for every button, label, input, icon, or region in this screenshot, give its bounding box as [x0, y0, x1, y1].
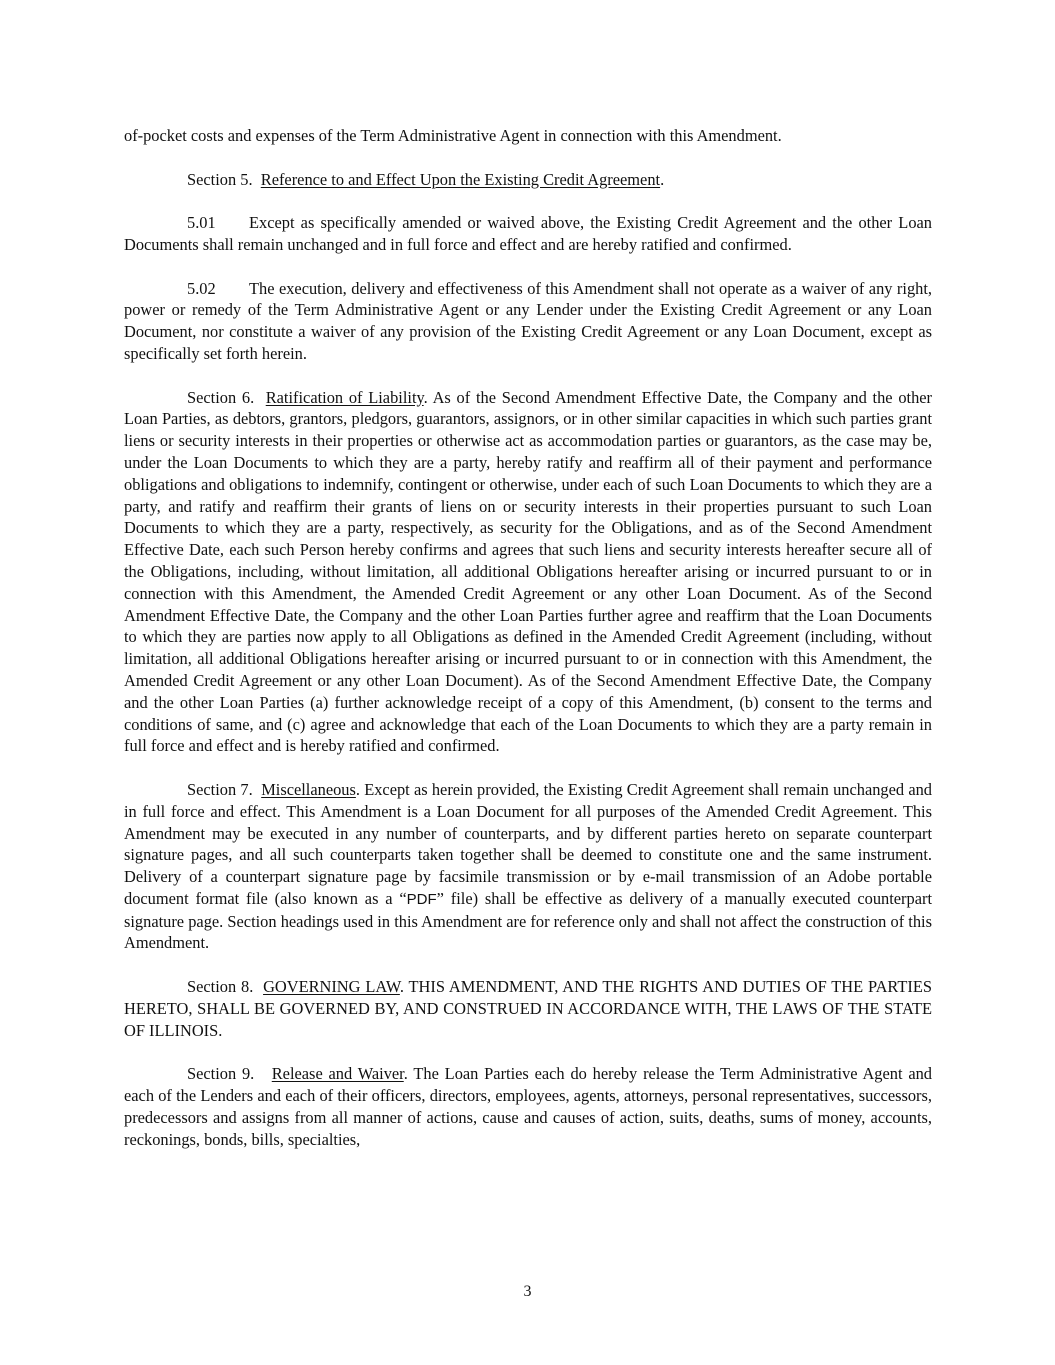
- section-label: Section 9.: [187, 1064, 255, 1084]
- document-page: [124, 125, 932, 1150]
- section-title: GOVERNING LAW: [263, 977, 400, 997]
- section-text: . THIS AMENDMENT, AND THE RIGHTS AND DUTIES OF THE PARTIES HERETO, SHALL BE GOVERNED BY, AND CONSTRUED IN ACCORDANCE WITH, THE LAWS OF THE STATE OF ILLINOIS.: [124, 977, 932, 1040]
- section-title: Miscellaneous: [261, 779, 356, 799]
- section-text: . Except as herein provided, the Existing Credit Agreement shall remain unchanged and in full force and effect. This Amendment is a Loan Document for all purposes of the Amended Credit Agreement. This Amendment may be executed in any number of counterparts, and by different parties hereto on separate counterpart signature pages, and all such counterparts taken together shall be deemed to constitute one and the same instrument. Delivery of a counterpart signature page by facsimile transmission or by e-mail transmission of an Adobe portable document format file (also known as a “: [124, 779, 932, 908]
- section-6-paragraph: [124, 387, 932, 758]
- section-9-paragraph: [124, 1063, 932, 1150]
- clause-number: 5.02: [187, 278, 216, 298]
- section-title: Reference to and Effect Upon the Existing Credit Agreement: [260, 169, 661, 189]
- page-number: 3: [523, 1283, 532, 1300]
- section-label: Section 7.: [187, 779, 253, 799]
- section-8-paragraph: [124, 976, 932, 1041]
- pdf-term: PDF: [406, 890, 437, 908]
- section-label: Section 8.: [187, 977, 254, 997]
- section-label: Section 6.: [187, 387, 255, 407]
- clause-text: Except as specifically amended or waived above, the Existing Credit Agreement and the other Loan Documents shall remain unchanged and in full force and effect and are hereby ratified and confirmed.: [124, 213, 932, 254]
- section-title: Ratification of Liability: [265, 387, 424, 407]
- paragraph-5-02: [124, 278, 932, 365]
- continuation-paragraph: of-pocket costs and expenses of the Term Administrative Agent in connection with this Amendment.: [124, 126, 782, 145]
- section-label: Section 5.: [187, 169, 253, 189]
- section-text-cont: ” file) shall be effective as delivery of a manually executed counterpart signature page. Section headings used in this Amendment are for reference only and shall not affect the construction of this Amendment.: [124, 888, 932, 953]
- section-5-heading: Section 5. Reference to and Effect Upon the Existing Credit Agreement.: [187, 169, 665, 189]
- section-7-paragraph: [124, 779, 932, 954]
- clause-number: 5.01: [187, 213, 216, 233]
- paragraph-5-01: [124, 212, 932, 256]
- section-text: . As of the Second Amendment Effective Date, the Company and the other Loan Parties, as debtors, grantors, pledgors, guarantors, assignors, or in other similar capacities in which such parties grant liens or security interests in their properties or otherwise act as accommodation parties or guarantors, as the case may be, under the Loan Documents to which they are a party, hereby ratify and reaffirm all of their payment and performance obligations and obligations to indemnify, contingent or otherwise, under each of such Loan Documents to which they are a party, and ratify and reaffirm their grants of liens on or security interests in their properties pursuant to such Loan Documents to which they are a party, respectively, as security for the Obligations, and as of the Second Amendment Effective Date, each such Person hereby confirms and agrees that such liens and security interests hereafter secure all of the Obligations, including, without limitation, all additional Obligations hereafter arising or incurred pursuant to or in connection with this Amendment, the Amended Credit Agreement or any other Loan Document. As of the Second Amendment Effective Date, the Company and the other Loan Parties further agree and reaffirm that the Loan Documents to which they are parties now apply to all Obligations as defined in the Amended Credit Agreement (including, without limitation, all additional Obligations hereafter arising or incurred pursuant to or in connection with this Amendment, the Amended Credit Agreement or any other Loan Document). As of the Second Amendment Effective Date, the Company and the other Loan Parties (a) further acknowledge receipt of a copy of this Amendment, (b) consent to the terms and conditions of same, and (c) agree and acknowledge that each of the Loan Documents to which they are a party remain in full force and effect and is hereby ratified and confirmed.: [124, 387, 933, 756]
- section-title: Release and Waiver: [271, 1064, 404, 1084]
- clause-text: The execution, delivery and effectiveness of this Amendment shall not operate as a waiver of any right, power or remedy of the Term Administrative Agent or any Lender under the Existing Credit Agreement or any Loan Document, nor constitute a waiver of any provision of the Existing Credit Agreement or any Loan Document, except as specifically set forth herein.: [124, 278, 932, 363]
- section-text: . The Loan Parties each do hereby release the Term Administrative Agent and each of the Lenders and each of their officers, directors, employees, agents, attorneys, personal representatives, successors, predecessors and assigns from all manner of actions, cause and causes of action, suits, deaths, sums of money, accounts, reckonings, bonds, bills, specialties,: [124, 1064, 932, 1149]
